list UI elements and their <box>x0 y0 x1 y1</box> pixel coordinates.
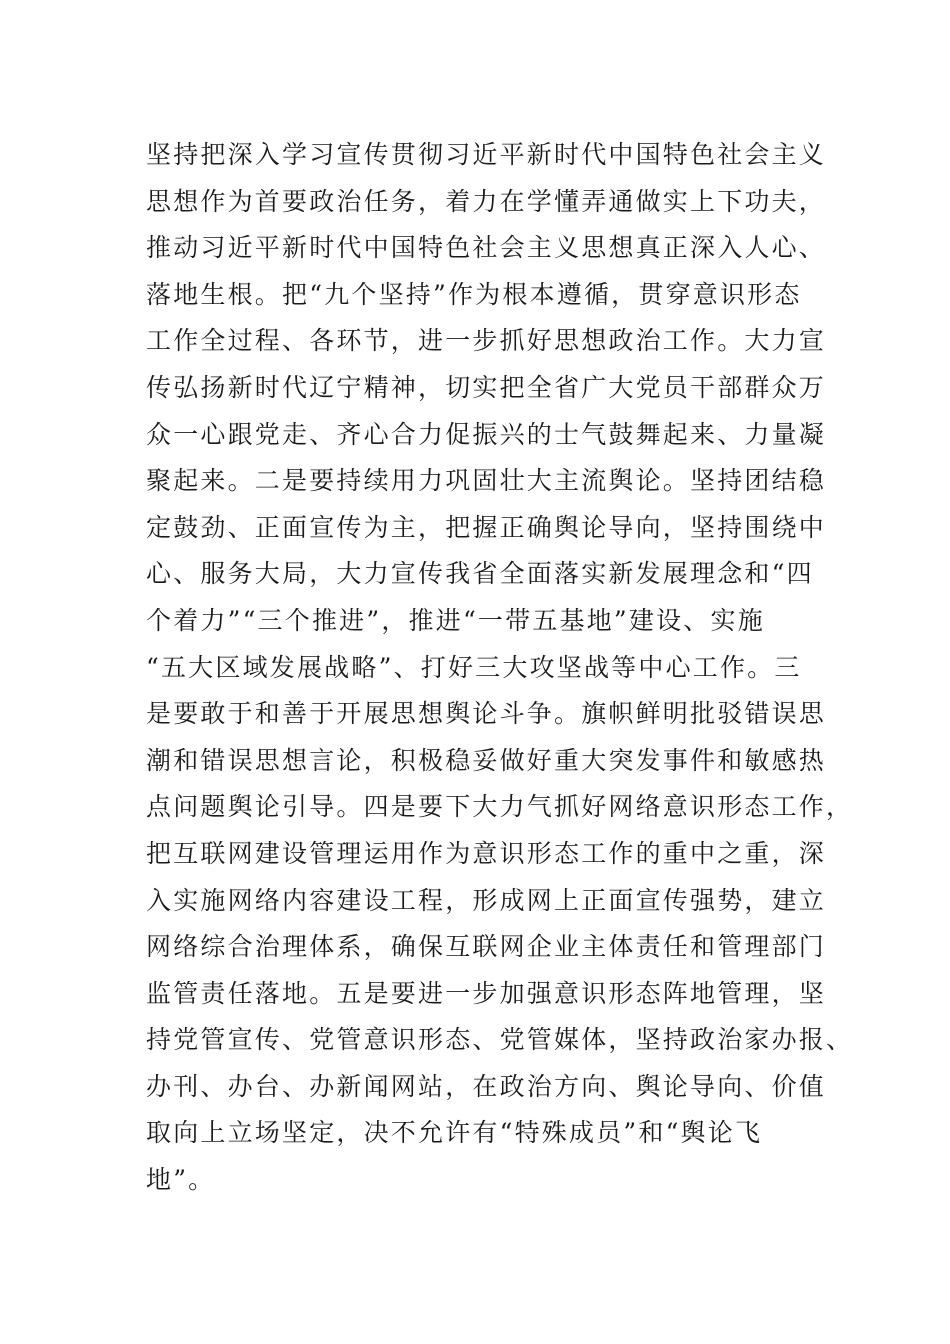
text-line: 持党管宣传、党管意识形态、党管媒体，坚持政治家办报、 <box>146 1025 854 1055</box>
text-line: 聚起来。二是要持续用力巩固壮大主流舆论。坚持团结稳 <box>146 466 827 496</box>
text-line: 众一心跟党走、齐心合力促振兴的士气鼓舞起来、力量凝 <box>146 419 827 449</box>
text-line: 取向上立场坚定，决不允许有“特殊成员”和“舆论飞 <box>146 1118 763 1148</box>
text-line: 地”。 <box>146 1165 216 1195</box>
text-line: 工作全过程、各环节，进一步抓好思想政治工作。大力宣 <box>146 326 827 356</box>
text-line: 定鼓劲、正面宣传为主，把握正确舆论导向，坚持围绕中 <box>146 512 827 542</box>
text-line: 监管责任落地。五是要进一步加强意识形态阵地管理，坚 <box>146 978 827 1008</box>
text-line: 入实施网络内容建设工程，形成网上正面宣传强势，建立 <box>146 885 827 915</box>
text-line: 潮和错误思想言论，积极稳妥做好重大突发事件和敏感热 <box>146 745 827 775</box>
text-line: 心、服务大局，大力宣传我省全面落实新发展理念和“四 <box>146 559 814 589</box>
text-line: 是要敢于和善于开展思想舆论斗争。旗帜鲜明批驳错误思 <box>146 699 827 729</box>
text-line: 办刊、办台、办新闻网站，在政治方向、舆论导向、价值 <box>146 1071 827 1101</box>
text-line: 个着力”“三个推进”，推进“一带五基地”建设、实施 <box>146 605 765 635</box>
text-line: 网络综合治理体系，确保互联网企业主体责任和管理部门 <box>146 932 827 962</box>
body-text <box>146 132 854 1204</box>
text-line: 点问题舆论引导。四是要下大力气抓好网络意识形态工作， <box>146 792 854 822</box>
text-line: 传弘扬新时代辽宁精神，切实把全省广大党员干部群众万 <box>146 372 827 402</box>
text-line: 落地生根。把“九个坚持”作为根本遵循，贯穿意识形态 <box>146 279 802 309</box>
text-line: 把互联网建设管理运用作为意识形态工作的重中之重，深 <box>146 838 827 868</box>
text-line: “五大区域发展战略”、打好三大攻坚战等中心工作。三 <box>146 652 802 682</box>
text-line: 推动习近平新时代中国特色社会主义思想真正深入人心、 <box>146 233 827 263</box>
text-line: 思想作为首要政治任务，着力在学懂弄通做实上下功夫， <box>146 186 827 216</box>
text-line: 坚持把深入学习宣传贯彻习近平新时代中国特色社会主义 <box>146 140 827 169</box>
